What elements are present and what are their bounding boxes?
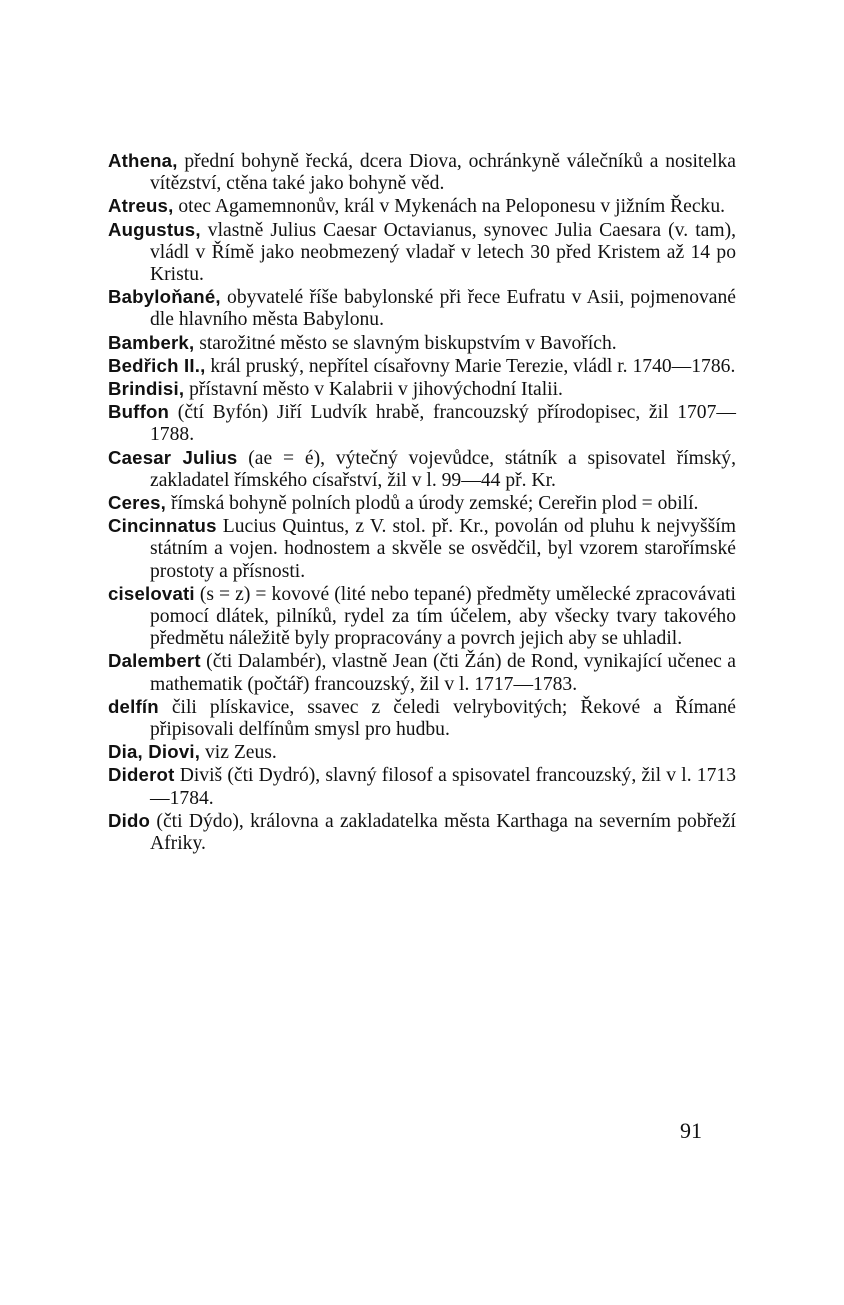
entry-term: delfín: [108, 695, 159, 717]
entry-text: král pruský, nepřítel císařovny Marie Terezie, vládl r. 1740—1786.: [205, 355, 736, 377]
entry-cincinnatus: [108, 515, 736, 583]
entry-dalembert: [108, 650, 736, 695]
entry-text: (čti Dýdo), královna a zakladatelka města Karthaga na severním pobřeží Afriky.: [150, 810, 736, 855]
glossary-entries: [108, 150, 736, 855]
entry-term: Athena,: [108, 150, 178, 171]
entry-term: Bedřich II.,: [108, 354, 206, 376]
entry-term: ciselovati: [108, 582, 195, 604]
entry-term: Babyloňané,: [108, 286, 221, 308]
page-number: 91: [680, 1118, 702, 1143]
entry-text: čili plískavice, ssavec z čeledi velrybovitých; Řekové a Římané připisovali delfínům smysl pro hudbu.: [150, 696, 736, 741]
entry-caesar: [108, 447, 736, 492]
entry-dido: [108, 810, 736, 855]
entry-text: římská bohyně polních plodů a úrody zemské; Cereřin plod = obilí.: [166, 493, 699, 515]
entry-term: Bamberk,: [108, 331, 195, 353]
entry-term: Brindisi,: [108, 378, 185, 400]
entry-text: (čtí Byfón) Jiří Ludvík hrabě, francouzský přírodopisec, žil 1707—1788.: [150, 402, 736, 446]
entry-athena: [108, 150, 736, 195]
entry-term: Atreus,: [108, 195, 174, 217]
entry-text: Diviš (čti Dydró), slavný filosof a spisovatel francouzský, žil v l. 1713—1784.: [150, 765, 736, 809]
entry-term: Dido: [108, 809, 151, 831]
entry-term: Augustus,: [108, 218, 201, 240]
entry-text: otec Agamemnonův, král v Mykenách na Peloponesu v jižním Řecku.: [173, 196, 726, 218]
entry-text: viz Zeus.: [200, 742, 277, 764]
entry-text: starožitné město se slavným biskupstvím v Bavořích.: [194, 332, 617, 354]
entry-babylonane: [108, 286, 736, 331]
entry-text: přístavní město v Kalabrii v jihovýchodní Italii.: [184, 379, 563, 401]
entry-dia: [108, 741, 736, 764]
entry-term: Cincinnatus: [108, 515, 217, 537]
entry-delfin: [108, 696, 736, 741]
entry-text: (čti Dalambér), vlastně Jean (čti Žán) de Rond, vynikající učenec a mathematik (počtář) francouzský, žil v l. 1717—1783.: [150, 651, 736, 695]
entry-text: přední bohyně řecká, dcera Diova, ochránkyně válečníků a nositelka vítězství, ctěna také jako bohyně věd.: [150, 151, 736, 195]
entry-brindisi: [108, 378, 736, 401]
entry-text: vlastně Julius Caesar Octavianus, synovec Julia Caesara (v. tam), vládl v Římě jako neobmezený vladař v letech 30 před Kristem až 14 po Kristu.: [150, 219, 736, 286]
entry-term: Buffon: [108, 401, 170, 423]
entry-text: (ae = é), výtečný vojevůdce, státník a spisovatel římský, zakladatel římského císařství, žil v l. 99—44 př. Kr.: [150, 447, 736, 491]
entry-ceres: [108, 492, 736, 515]
entry-term: Ceres,: [108, 492, 167, 514]
entry-term: Dia, Diovi,: [108, 741, 201, 763]
entry-term: Caesar Julius: [108, 446, 238, 468]
entry-diderot: [108, 764, 736, 809]
entry-augustus: [108, 219, 736, 287]
entry-ciselovati: [108, 583, 736, 651]
entry-bedrich: [108, 355, 736, 378]
entry-text: Lucius Quintus, z V. stol. př. Kr., povolán od pluhu k nejvyšším státním a vojen. hodnostem a skvěle se osvědčil, byl vzorem starořímské prostoty a přísnosti.: [150, 516, 736, 582]
entry-term: Dalembert: [108, 650, 201, 672]
entry-text: (s = z) = kovové (lité nebo tepané) předměty umělecké zpracovávati pomocí dlátek, pilníků, rydel za tím účelem, aby všecky tvary takového předmětu náležitě byly propracovány a povrch jejich aby se uhladil.: [150, 583, 736, 650]
entry-atreus: [108, 195, 736, 218]
entry-text: obyvatelé říše babylonské při řece Eufratu v Asii, pojmenované dle hlavního města Babylonu.: [150, 287, 736, 331]
entry-buffon: [108, 401, 736, 446]
entry-bamberk: [108, 332, 736, 355]
entry-term: Diderot: [108, 764, 175, 786]
